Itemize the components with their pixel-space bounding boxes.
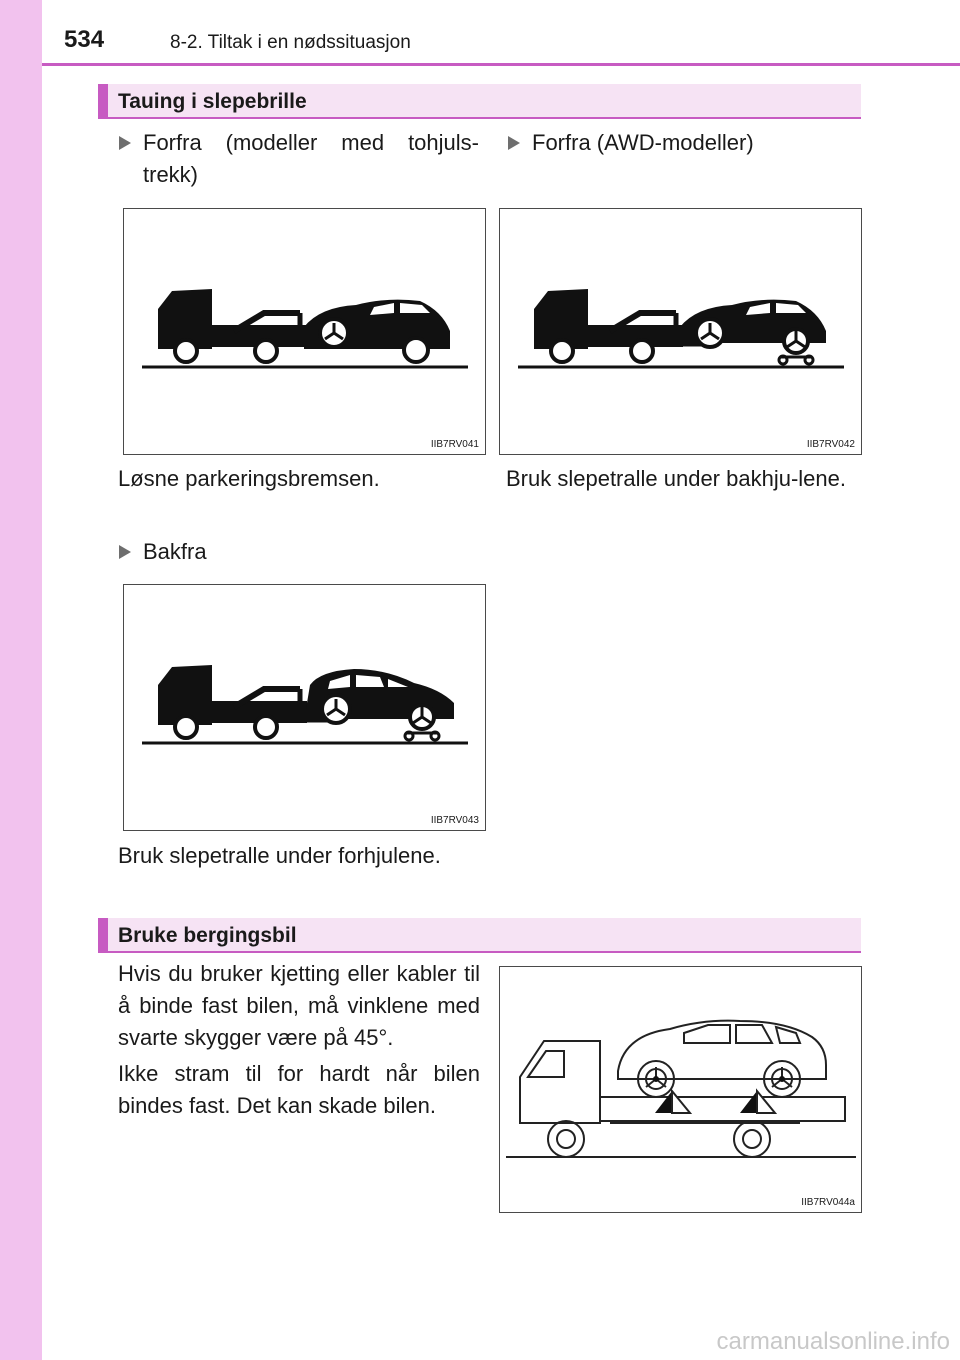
side-tab-strip	[0, 0, 42, 1360]
bullet-label: Forfra (modeller med tohjuls-trekk)	[143, 130, 479, 187]
bullet-front-awd	[532, 127, 862, 159]
bullet-label: Bakfra	[143, 539, 207, 564]
figure-code: IIB7RV041	[430, 439, 479, 450]
section-title: Bruke bergingsbil	[118, 924, 297, 947]
page-number: 534	[64, 26, 105, 53]
figure-code: IIB7RV044a	[801, 1197, 855, 1208]
section-title: Tauing i slepebrille	[118, 90, 307, 113]
caption-rear: Bruk slepetralle under forhjulene.	[118, 843, 441, 868]
figure-front-awd	[499, 208, 862, 455]
bullet-rear	[143, 536, 443, 568]
watermark: carmanualsonline.info	[716, 1328, 950, 1355]
header-rule	[42, 63, 960, 66]
figure-code: IIB7RV043	[430, 815, 479, 826]
tow-truck-illustration	[124, 209, 487, 456]
tow-truck-dolly-illustration	[500, 209, 863, 456]
flatbed-instruction-1: Hvis du bruker kjetting eller kabler til å binde fast bilen, må vinklene med svarte skygger være på 45°.	[118, 961, 480, 1050]
flatbed-instruction-2: Ikke stram til for hardt når bilen bindes fast. Det kan skade bilen.	[118, 1061, 480, 1118]
figure-flatbed	[499, 966, 862, 1213]
figure-code: IIB7RV042	[806, 439, 855, 450]
chapter-title: 8-2. Tiltak i en nødssituasjon	[170, 32, 411, 53]
tow-truck-rear-illustration	[124, 585, 487, 832]
bullet-label: Forfra (AWD-modeller)	[532, 130, 754, 155]
caption-front-2wd: Løsne parkeringsbremsen.	[118, 466, 380, 491]
figure-front-2wd	[123, 208, 486, 455]
bullet-front-2wd	[143, 127, 479, 191]
triangle-bullet-icon	[119, 545, 131, 559]
triangle-bullet-icon	[508, 136, 520, 150]
figure-rear	[123, 584, 486, 831]
triangle-bullet-icon	[119, 136, 131, 150]
section-heading-towing	[98, 84, 861, 119]
caption-front-awd: Bruk slepetralle under bakhju-lene.	[506, 466, 846, 491]
section-heading-flatbed	[98, 918, 861, 953]
flatbed-truck-illustration	[500, 967, 863, 1214]
